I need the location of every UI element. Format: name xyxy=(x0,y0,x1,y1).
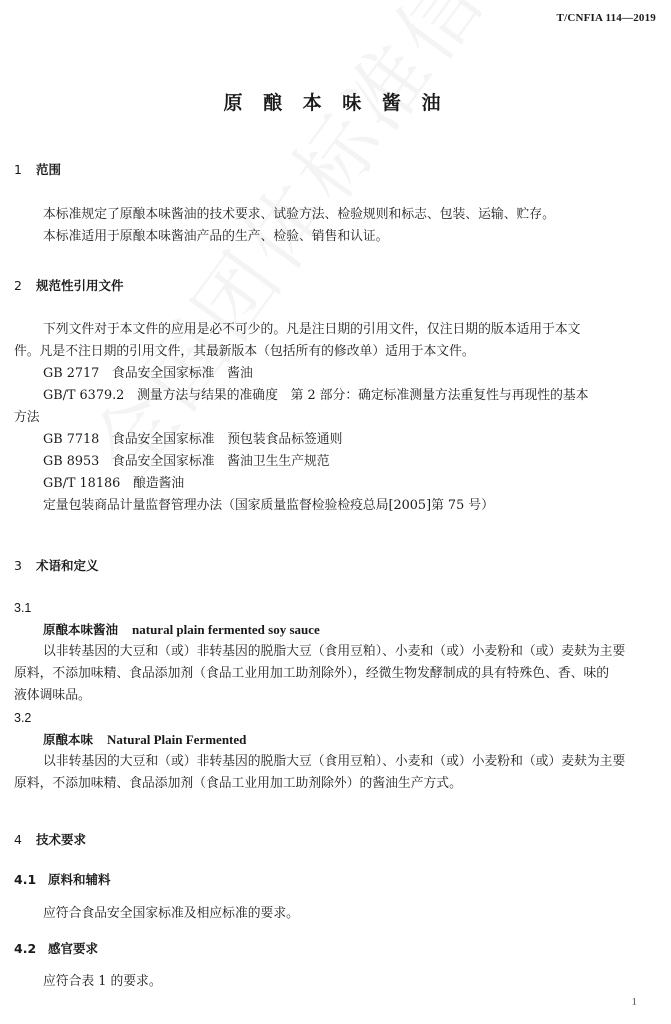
reference-item: GB/T 6379.2 测量方法与结果的准确度 第 2 部分：确定标准测量方法重复性与再现性的基本 xyxy=(43,388,589,403)
section-number: 3 xyxy=(14,558,22,573)
section-4-1-heading xyxy=(14,870,111,888)
paragraph-line: 件。凡是不注日期的引用文件，其最新版本（包括所有的修改单）适用于本文件。 xyxy=(14,344,475,359)
paragraph: 本标准适用于原酿本味酱油产品的生产、检验、销售和认证。 xyxy=(43,229,389,244)
reference-item-continuation: 方法 xyxy=(14,410,40,425)
section-1-body xyxy=(14,204,658,248)
subsection-number: 4.2 xyxy=(14,941,37,956)
section-number: 1 xyxy=(14,162,22,177)
paragraph: 应符合食品安全国家标准及相应标准的要求。 xyxy=(43,906,299,921)
definition-line: 原料，不添加味精、食品添加剂（食品工业用加工助剂除外），经微生物发酵制成的具有特殊色、香、味的 xyxy=(14,666,610,681)
paragraph-line: 下列文件对于本文件的应用是必不可少的。凡是注日期的引用文件，仅注日期的版本适用于本文 xyxy=(43,322,581,337)
section-3-heading xyxy=(14,556,99,574)
reference-item: GB 7718 食品安全国家标准 预包装食品标签通则 xyxy=(43,432,343,447)
section-number: 4 xyxy=(14,832,22,847)
subsection-title: 感官要求 xyxy=(48,941,99,956)
section-4-2-heading xyxy=(14,939,98,957)
definition-line: 以非转基因的大豆和（或）非转基因的脱脂大豆（食用豆粕）、小麦和（或）小麦粉和（或）麦麸为主要 xyxy=(43,644,626,659)
section-title: 规范性引用文件 xyxy=(36,278,124,293)
paragraph: 应符合表 1 的要求。 xyxy=(43,974,162,989)
section-3-body xyxy=(14,597,658,795)
definition-line: 原料，不添加味精、食品添加剂（食品工业用加工助剂除外）的酱油生产方式。 xyxy=(14,776,462,791)
reference-item: GB/T 18186 酿造酱油 xyxy=(43,476,185,491)
page-number: 1 xyxy=(631,996,637,1008)
section-number: 2 xyxy=(14,278,22,293)
reference-item: GB 8953 食品安全国家标准 酱油卫生生产规范 xyxy=(43,454,330,469)
section-title: 范围 xyxy=(36,162,62,177)
subsection-number: 4.1 xyxy=(14,872,37,887)
term-english: natural plain fermented soy sauce xyxy=(132,622,320,637)
definition-line: 液体调味品。 xyxy=(14,688,91,703)
section-1-heading xyxy=(14,160,61,178)
clause-number: 3.2 xyxy=(14,711,32,725)
clause-number: 3.1 xyxy=(14,601,32,615)
term-chinese: 原酿本味 xyxy=(43,732,94,747)
definition-line: 以非转基因的大豆和（或）非转基因的脱脂大豆（食用豆粕）、小麦和（或）小麦粉和（或）麦麸为主要 xyxy=(43,754,626,769)
section-4-heading xyxy=(14,830,86,848)
subsection-title: 原料和辅料 xyxy=(48,872,111,887)
document-title: 原 酿 本 味 酱 油 xyxy=(223,92,448,114)
section-2-heading xyxy=(14,276,124,294)
section-2-body xyxy=(14,319,658,517)
standard-code: T/CNFIA 114—2019 xyxy=(556,12,656,24)
section-title: 术语和定义 xyxy=(36,558,99,573)
term-english: Natural Plain Fermented xyxy=(107,732,247,747)
reference-item: 定量包装商品计量监督管理办法（国家质量监督检验检疫总局[2005]第 75 号） xyxy=(43,498,494,513)
term-chinese: 原酿本味酱油 xyxy=(43,622,119,637)
section-title: 技术要求 xyxy=(36,832,87,847)
reference-item: GB 2717 食品安全国家标准 酱油 xyxy=(43,366,253,381)
paragraph: 本标准规定了原酿本味酱油的技术要求、试验方法、检验规则和标志、包装、运输、贮存。 xyxy=(43,207,555,222)
term-heading xyxy=(14,619,658,641)
term-heading xyxy=(14,729,658,751)
